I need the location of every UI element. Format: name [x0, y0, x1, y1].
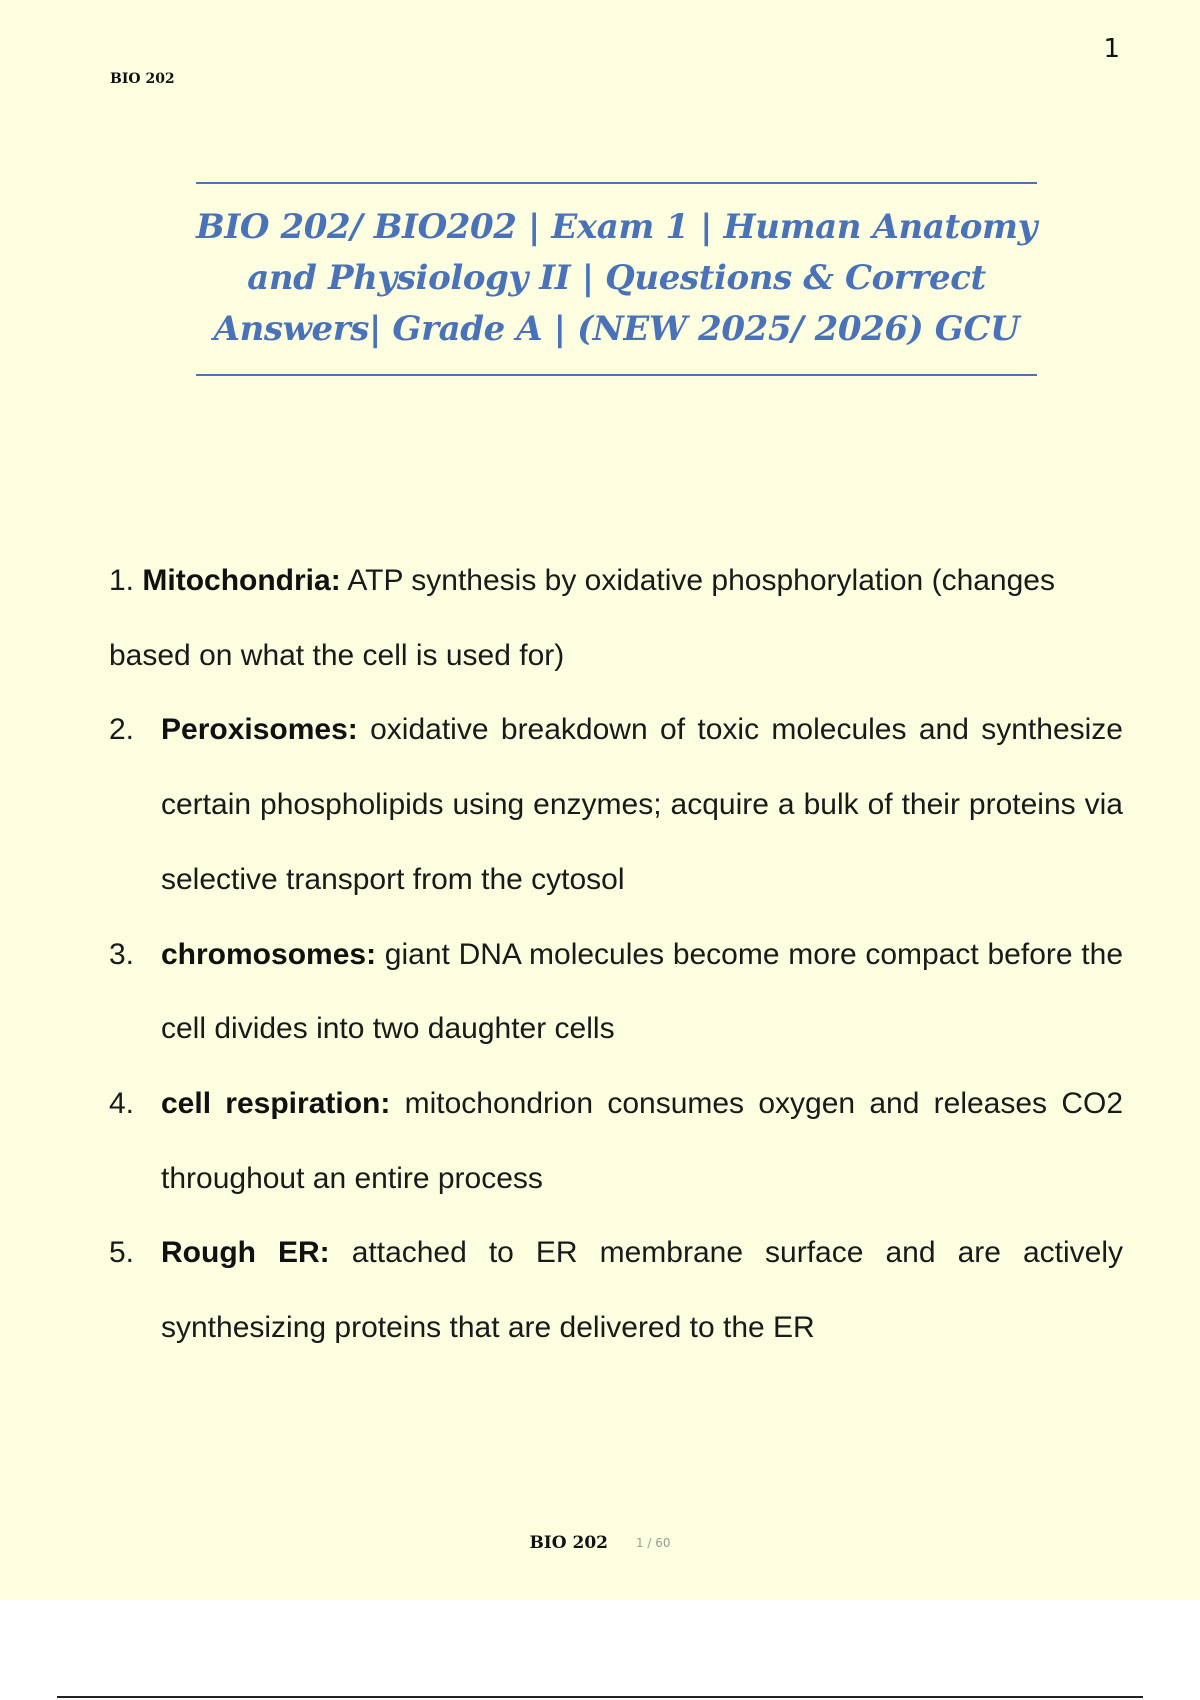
item-term: chromosomes: [161, 937, 377, 971]
item-term: Rough ER: [161, 1236, 330, 1270]
item-definition: attached to ER membrane surface and are actively synthesizing proteins that are delivered to the ER [161, 1236, 1123, 1345]
question-list [109, 544, 1123, 1366]
list-item [109, 1216, 1123, 1365]
item-definition: giant DNA molecules become more compact before the cell divides into two daughter cells [161, 937, 1123, 1046]
item-definition: ATP synthesis by oxidative phosphorylation (changes based on what the cell is used for) [109, 564, 1055, 672]
item-definition: mitochondrion consumes oxygen and releases CO2 throughout an entire process [161, 1086, 1124, 1195]
title-line-1: BIO 202/ BIO202 | Exam 1 | Human Anatomy [196, 207, 1037, 247]
list-item [109, 544, 1123, 693]
page-divider [57, 1696, 1143, 1698]
list-item [109, 918, 1123, 1067]
title-line-2: and Physiology II | Questions & Correct [247, 258, 986, 298]
list-item [109, 1067, 1123, 1216]
item-number: 2. [109, 713, 135, 747]
item-number: 5. [109, 1236, 135, 1270]
item-number: 1. [109, 564, 135, 597]
item-number: 3. [109, 937, 135, 971]
document-title [196, 182, 1037, 376]
item-term: Mitochondria: [142, 564, 341, 597]
footer-page-count: 1 / 60 [635, 1536, 671, 1550]
page-number: 1 [1103, 34, 1120, 64]
item-term: Peroxisomes: [161, 713, 358, 747]
list-item [109, 693, 1123, 917]
page-footer [0, 1533, 1200, 1553]
item-definition: oxidative breakdown of toxic molecules and synthesize certain phospholipids using enzymes; acquire a bulk of their proteins via selective transport from the cytosol [161, 713, 1123, 896]
item-number: 4. [109, 1086, 135, 1120]
title-line-3: Answers| Grade A | (NEW 2025/ 2026) GCU [213, 309, 1020, 349]
footer-course-code: BIO 202 [529, 1533, 608, 1553]
header-course-code: BIO 202 [110, 71, 175, 87]
item-term: cell respiration: [161, 1086, 391, 1120]
